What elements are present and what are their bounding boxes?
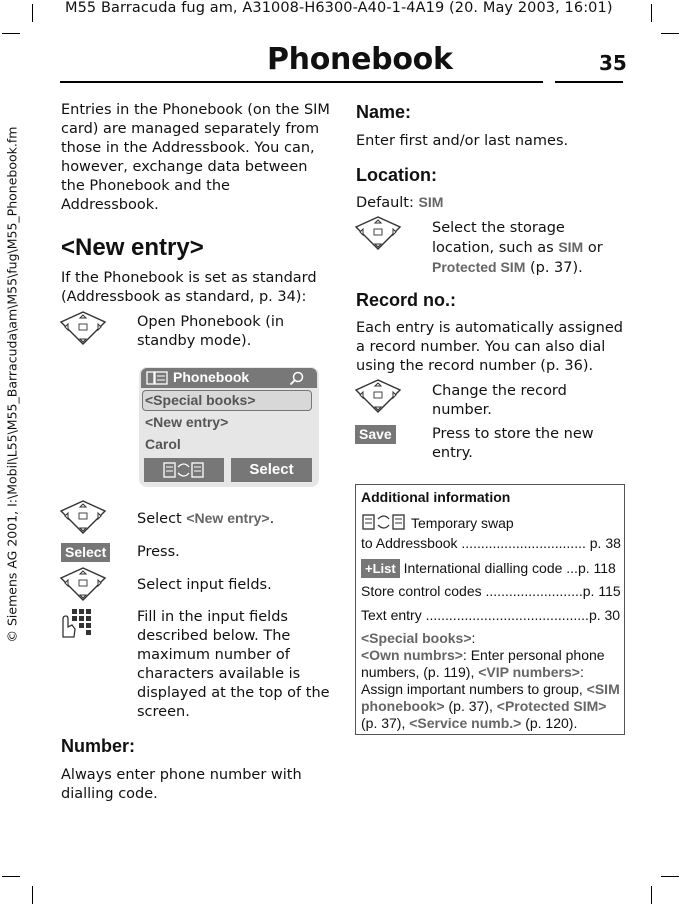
additional-info-box xyxy=(355,484,625,735)
swap-books-icon xyxy=(162,461,206,479)
info-text: numbers, (p. 119), xyxy=(361,664,479,680)
phone-list-item[interactable]: <Special books> xyxy=(145,392,256,408)
info-text: (p. 120). xyxy=(521,715,578,731)
phone-right-softkey[interactable]: Select xyxy=(231,458,312,482)
phone-display xyxy=(139,367,319,487)
running-head: M55 Barracuda fug am, A31008-H6300-A40-1-4A19 (20. May 2003, 16:01) xyxy=(65,0,613,16)
location-heading: Location: xyxy=(356,165,437,185)
text-line: Press to store the new xyxy=(432,426,594,442)
info-assign-line xyxy=(361,681,620,698)
text-line: a record number. You can also dial xyxy=(356,339,606,355)
info-store-line: Store control codes .........................p. 115 xyxy=(361,583,621,599)
ui-label: <Service numb.> xyxy=(409,715,522,731)
text-line: (Addressbook as standard, p. 34): xyxy=(61,289,307,305)
navigation-key-icon xyxy=(60,499,106,535)
ui-label: <SIM xyxy=(586,681,620,697)
swap-books-icon xyxy=(361,513,411,531)
text-line xyxy=(432,258,632,278)
new-entry-heading: <New entry> xyxy=(61,234,204,261)
info-text: (p. 37), xyxy=(361,715,410,731)
phonebook-icon xyxy=(146,371,168,385)
crop-mark xyxy=(651,4,652,22)
step-open-phonebook xyxy=(137,313,327,351)
phone-left-softkey[interactable] xyxy=(144,458,224,482)
step-save xyxy=(432,425,632,463)
info-text-line: Text entry ..........................................p. 30 xyxy=(361,607,621,623)
text-span: location, such as xyxy=(432,240,559,256)
step-text: . xyxy=(269,511,275,527)
info-swap-line: to Addressbook ................................ p. 38 xyxy=(361,535,621,551)
navigation-key-icon xyxy=(355,378,401,414)
text-line: dialling code. xyxy=(61,786,158,802)
crop-mark xyxy=(2,876,20,877)
info-text: (p. 37), xyxy=(444,698,497,714)
step-select-new-entry xyxy=(137,509,274,529)
text-line: number. xyxy=(432,402,492,418)
text-line: Always enter phone number with xyxy=(61,767,302,783)
ui-label: Protected SIM xyxy=(432,259,526,275)
ui-label: SIM xyxy=(418,194,444,210)
side-note: © Siemens AG 2001, I:\Mobil\L55\M55_Barracuda\am\M55\fug\M55_Phonebook.fm xyxy=(4,126,20,643)
crop-mark xyxy=(651,886,652,904)
crop-mark xyxy=(661,876,679,877)
name-text: Enter first and/or last names. xyxy=(356,133,569,149)
info-text: International dialling code ...p. 118 xyxy=(403,560,616,576)
text-span: (p. 37). xyxy=(525,260,583,276)
select-softkey: Select xyxy=(61,543,110,562)
ui-label: <Own numbrs> xyxy=(361,647,463,663)
navigation-key-icon xyxy=(60,566,106,602)
text-line: Addressbook. xyxy=(61,197,159,213)
text-line: If the Phonebook is set as standard xyxy=(61,270,317,286)
save-key-symbol xyxy=(355,424,396,444)
navigation-key-icon xyxy=(355,215,401,251)
name-heading: Name: xyxy=(356,102,412,122)
intro-paragraph xyxy=(61,101,331,215)
text-line: Select the storage xyxy=(432,220,565,236)
record-heading: Record no.: xyxy=(356,290,457,310)
info-text: Temporary swap xyxy=(411,515,514,531)
list-softkey: +List xyxy=(361,559,400,578)
crop-mark xyxy=(32,4,33,22)
number-heading: Number: xyxy=(61,736,136,756)
info-swap xyxy=(361,513,514,532)
step-change-record xyxy=(432,382,632,420)
ui-label: <New entry> xyxy=(186,510,270,526)
ui-label: <VIP numbers> xyxy=(478,664,580,680)
location-default xyxy=(356,193,443,213)
page-title: Phonebook xyxy=(267,42,453,77)
text-line: characters available is xyxy=(137,666,301,682)
text-line: displayed at the top of the xyxy=(137,685,330,701)
ui-label: phonebook> xyxy=(361,698,445,714)
text-line: those in the Addressbook. You can, xyxy=(61,140,315,156)
ui-label: SIM xyxy=(558,239,584,255)
info-own-numbrs xyxy=(361,647,605,664)
info-text: : xyxy=(579,664,584,680)
text-line: Entries in the Phonebook (on the SIM xyxy=(61,102,330,118)
info-list-line xyxy=(361,559,616,578)
text-span: or xyxy=(583,240,603,256)
info-text: Assign important numbers to group, xyxy=(361,681,587,697)
text-line: Each entry is automatically assigned xyxy=(356,320,623,336)
record-text xyxy=(356,319,631,376)
crop-mark xyxy=(32,886,33,904)
phone-title: Phonebook xyxy=(173,369,250,385)
info-special-books xyxy=(361,630,475,647)
text-line: Change the record xyxy=(432,383,567,399)
step-storage-location xyxy=(432,219,632,278)
ui-label: <Protected SIM> xyxy=(496,698,607,714)
text-line: standby mode). xyxy=(137,333,252,349)
search-icon xyxy=(289,371,305,386)
crop-mark xyxy=(2,33,20,34)
page-number: 35 xyxy=(599,51,627,75)
select-key-symbol xyxy=(61,542,110,562)
info-service-line xyxy=(361,715,577,732)
info-phonebook-line xyxy=(361,698,606,715)
text-line: screen. xyxy=(137,704,190,720)
step-fill-fields xyxy=(137,608,332,722)
text-line: entry. xyxy=(432,445,473,461)
keypad-icon xyxy=(60,607,94,639)
text-line xyxy=(432,238,632,258)
info-vip-line xyxy=(361,664,584,681)
save-softkey: Save xyxy=(355,425,396,444)
info-text: : Enter personal phone xyxy=(462,647,605,663)
phone-list-item[interactable]: <New entry> xyxy=(145,414,229,430)
text-line: however, exchange data between xyxy=(61,159,308,175)
crop-mark xyxy=(661,33,679,34)
title-rule-right xyxy=(555,81,623,83)
navigation-key-icon xyxy=(60,310,106,346)
label: Default: xyxy=(356,195,419,211)
new-entry-intro xyxy=(61,269,331,307)
number-text xyxy=(61,766,331,804)
text-line: Open Phonebook (in xyxy=(137,314,285,330)
text-line: described below. The xyxy=(137,628,291,644)
step-text: Select xyxy=(137,511,187,527)
title-rule-left xyxy=(60,81,543,83)
text-line: Fill in the input fields xyxy=(137,609,288,625)
text-line: the Phonebook and the xyxy=(61,178,230,194)
text-line: card) are managed separately from xyxy=(61,121,320,137)
phone-title-bar xyxy=(141,368,317,388)
phone-list-item[interactable]: Carol xyxy=(145,436,181,452)
step-select-fields: Select input fields. xyxy=(137,577,272,593)
info-text: : xyxy=(471,630,476,646)
info-title: Additional information xyxy=(361,489,511,505)
text-line: maximum number of xyxy=(137,647,290,663)
step-press: Press. xyxy=(137,544,180,560)
ui-label: <Special books> xyxy=(361,630,472,646)
text-line: using the record number (p. 36). xyxy=(356,358,594,374)
